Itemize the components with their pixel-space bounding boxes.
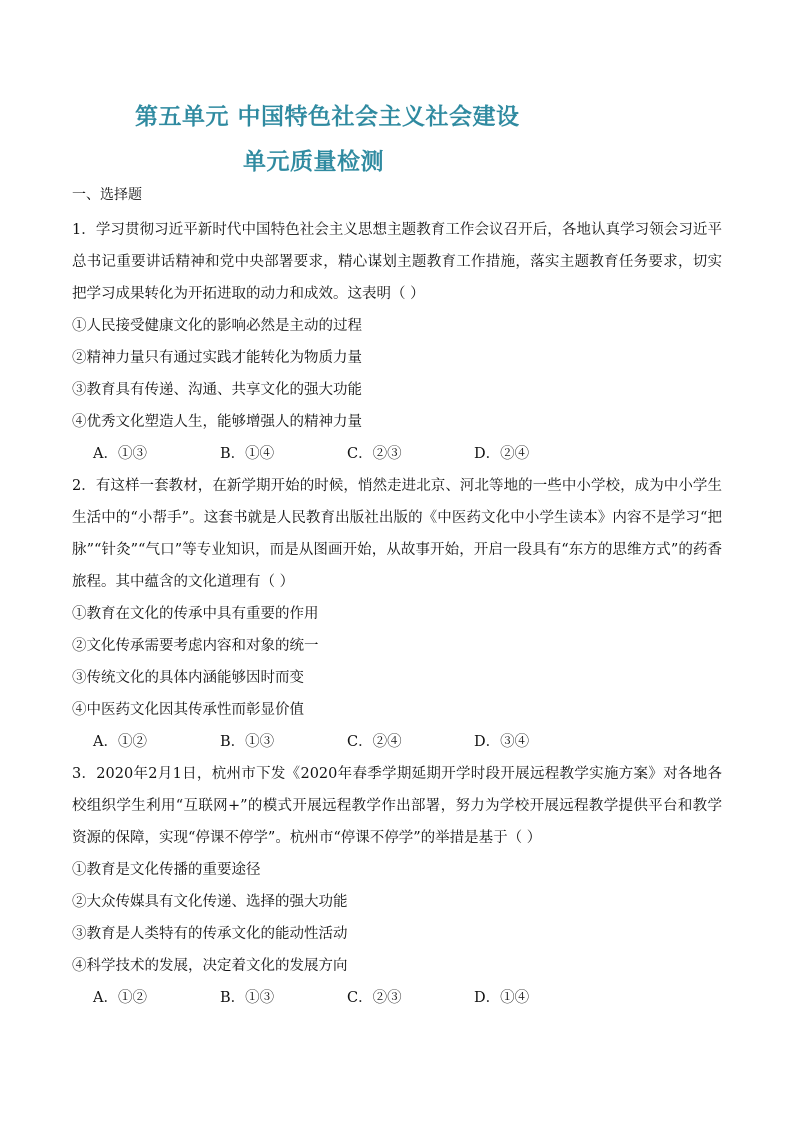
answer-choices [72, 438, 722, 470]
question-stem: 3．2020年2月1日，杭州市下发《2020年春季学期延期开学时段开展远程教学实施方案》对各地各校组织学生利用“互联网+”的模式开展远程教学作出部署，努力为学校开展远程教学提供平台和教学资源的保障，实现“停课不停学”。杭州市“停课不停学”的举措是基于（ ） [72, 766, 722, 846]
statement-option: ④中医药文化因其传承性而彰显价值 [72, 702, 304, 718]
choice-b: B．①③ [220, 990, 275, 1006]
choice-c: C．②③ [347, 446, 402, 462]
question-2 [72, 470, 722, 758]
choice-d: D．③④ [474, 734, 530, 750]
statement-option: ③教育具有传递、沟通、共享文化的强大功能 [72, 382, 362, 398]
choice-b: B．①④ [220, 446, 275, 462]
question-3 [72, 758, 722, 1014]
question-stem: 2．有这样一套教材，在新学期开始的时候，悄然走进北京、河北等地的一些中小学校，成为中小学生生活中的“小帮手”。这套书就是人民教育出版社出版的《中医药文化中小学生读本》内容不是学习“把脉”“针灸”“气口”等专业知识，而是从图画开始，从故事开始，开启一段具有“东方的思维方式”的药香旅程。其中蕴含的文化道理有（ ） [72, 478, 722, 590]
choice-a: A．①② [93, 734, 147, 750]
statement-option: ③传统文化的具体内涵能够因时而变 [72, 670, 304, 686]
choice-a: A．①③ [93, 446, 147, 462]
choice-d: D．②④ [474, 446, 530, 462]
statement-option: ②精神力量只有通过实践才能转化为物质力量 [72, 350, 362, 366]
statement-option: ②大众传媒具有文化传递、选择的强大功能 [72, 894, 348, 910]
question-1 [72, 214, 722, 470]
choice-a: A．①② [93, 990, 147, 1006]
unit-title: 第五单元 中国特色社会主义社会建设 [135, 104, 520, 130]
choice-c: C．②④ [347, 734, 402, 750]
choice-d: D．①④ [474, 990, 530, 1006]
choice-b: B．①③ [220, 734, 275, 750]
unit-subtitle: 单元质量检测 [243, 149, 384, 175]
statement-option: ④科学技术的发展，决定着文化的发展方向 [72, 958, 348, 974]
statement-option: ②文化传承需要考虑内容和对象的统一 [72, 638, 319, 654]
section-heading: 一、选择题 [72, 187, 142, 203]
choice-c: C．②③ [347, 990, 402, 1006]
question-list [72, 214, 722, 1014]
statement-option: ①教育在文化的传承中具有重要的作用 [72, 606, 319, 622]
statement-option: ③教育是人类特有的传承文化的能动性活动 [72, 926, 348, 942]
statement-option: ①教育是文化传播的重要途径 [72, 862, 261, 878]
statement-option: ①人民接受健康文化的影响必然是主动的过程 [72, 318, 362, 334]
answer-choices [72, 726, 722, 758]
statement-option: ④优秀文化塑造人生，能够增强人的精神力量 [72, 414, 362, 430]
answer-choices [72, 982, 722, 1014]
question-stem: 1．学习贯彻习近平新时代中国特色社会主义思想主题教育工作会议召开后，各地认真学习领会习近平总书记重要讲话精神和党中央部署要求，精心谋划主题教育工作措施，落实主题教育任务要求，切实把学习成果转化为开拓进取的动力和成效。这表明（ ） [72, 222, 722, 302]
